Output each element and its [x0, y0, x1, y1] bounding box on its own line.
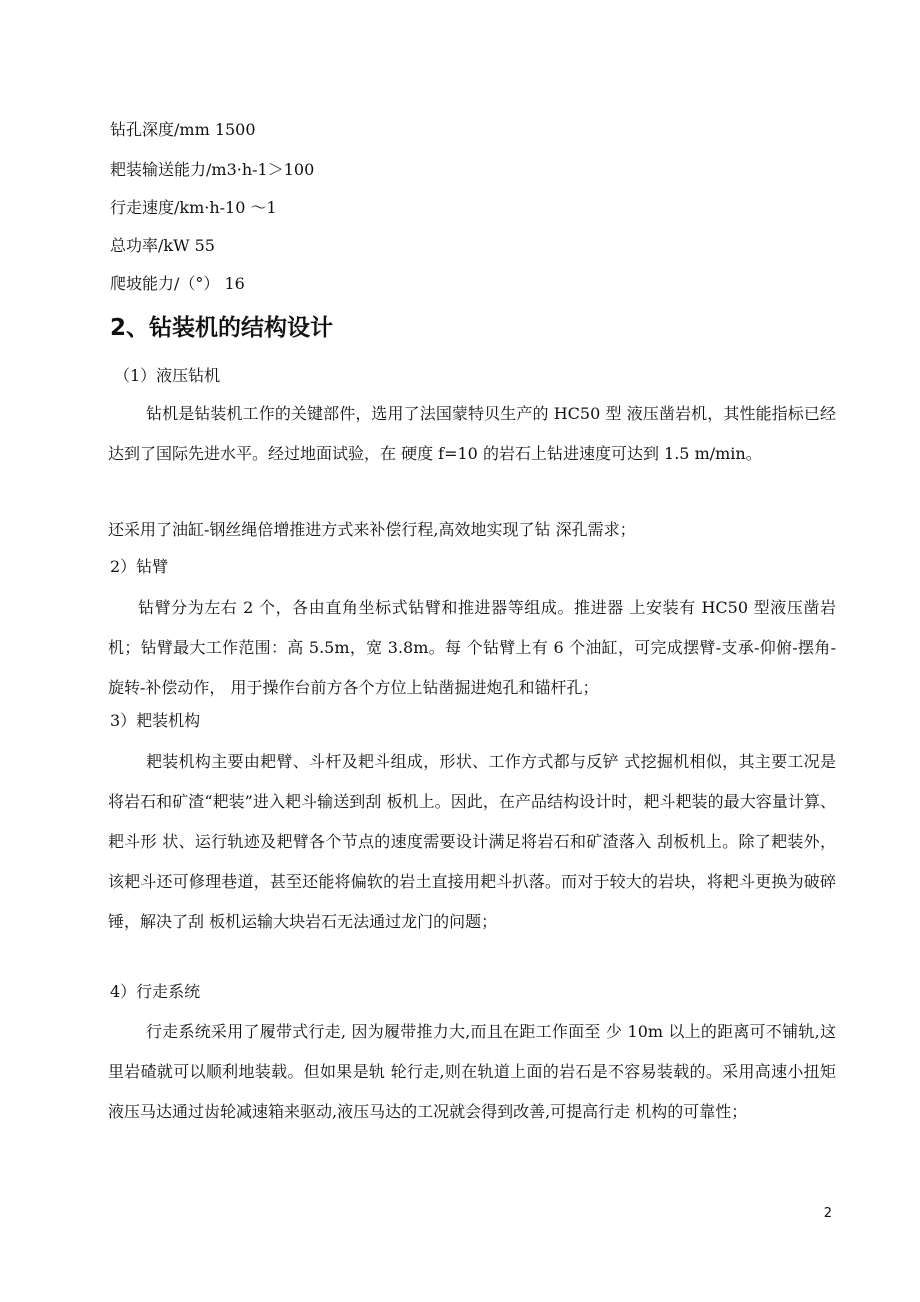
section-heading: 2、钻装机的结构设计: [110, 315, 334, 341]
subsection-heading-drill: （1）液压钻机: [114, 366, 221, 385]
spec-drill-depth: 钻孔深度/mm 1500: [110, 120, 256, 139]
subsection-heading-loading: 3）耙装机构: [110, 711, 201, 730]
subsection-heading-travel: 4）行走系统: [110, 982, 201, 1001]
paragraph-drill-feed: 还采用了油缸-钢丝绳倍增推进方式来补偿行程,高效地实现了钻 深孔需求；: [108, 520, 636, 539]
paragraph-boom: 钻臂分为左右 2 个，各由直角坐标式钻臂和推进器等组成。推进器 上安装有 HC50 型液压凿岩机；钻臂最大工作范围：高 5.5m，宽 3.8m。每 个钻臂上有 6 个油缸，可完成摆臂-支承-仰俯-摆角-旋转-补偿动作， 用于操作台前方各个方位上钻凿掘进炮孔和锚杆孔；: [108, 598, 836, 697]
spec-climbing-ability: 爬坡能力/（°） 16: [110, 274, 245, 293]
page-number: 2: [823, 1206, 832, 1221]
paragraph-drill: 钻机是钻装机工作的关键部件，选用了法国蒙特贝生产的 HC50 型 液压凿岩机，其性能指标已经达到了国际先进水平。经过地面试验，在 硬度 f=10 的岩石上钻进速度可达到 1.5 m/min。: [108, 404, 836, 463]
spec-loading-capacity: 耙装输送能力/m3·h-1＞100: [110, 160, 315, 179]
paragraph-loading: 耙装机构主要由耙臂、斗杆及耙斗组成，形状、工作方式都与反铲 式挖掘机相似，其主要工况是将岩石和矿渣“耙装”进入耙斗输送到刮 板机上。因此，在产品结构设计时，耙斗耙装的最大容量计算、耙斗形 状、运行轨迹及耙臂各个节点的速度需要设计满足将岩石和矿渣落入 刮板机上。除了耙装外，该耙斗还可修理巷道，甚至还能将偏软的岩土直接用耙斗扒落。而对于较大的岩块，将耙斗更换为破碎锤，解决了刮 板机运输大块岩石无法通过龙门的问题；: [108, 752, 836, 931]
spec-travel-speed: 行走速度/km·h-10 ～1: [110, 198, 277, 217]
spec-total-power: 总功率/kW 55: [110, 236, 215, 255]
subsection-heading-boom: 2）钻臂: [110, 557, 169, 576]
paragraph-travel: 行走系统采用了履带式行走, 因为履带推力大,而且在距工作面至 少 10m 以上的距离可不铺轨,这里岩碴就可以顺利地装载。但如果是轨 轮行走,则在轨道上面的岩石是不容易装载的。采用高速小扭矩液压马达通过齿轮减速箱来驱动,液压马达的工况就会得到改善,可提高行走 机构的可靠性；: [108, 1022, 836, 1121]
